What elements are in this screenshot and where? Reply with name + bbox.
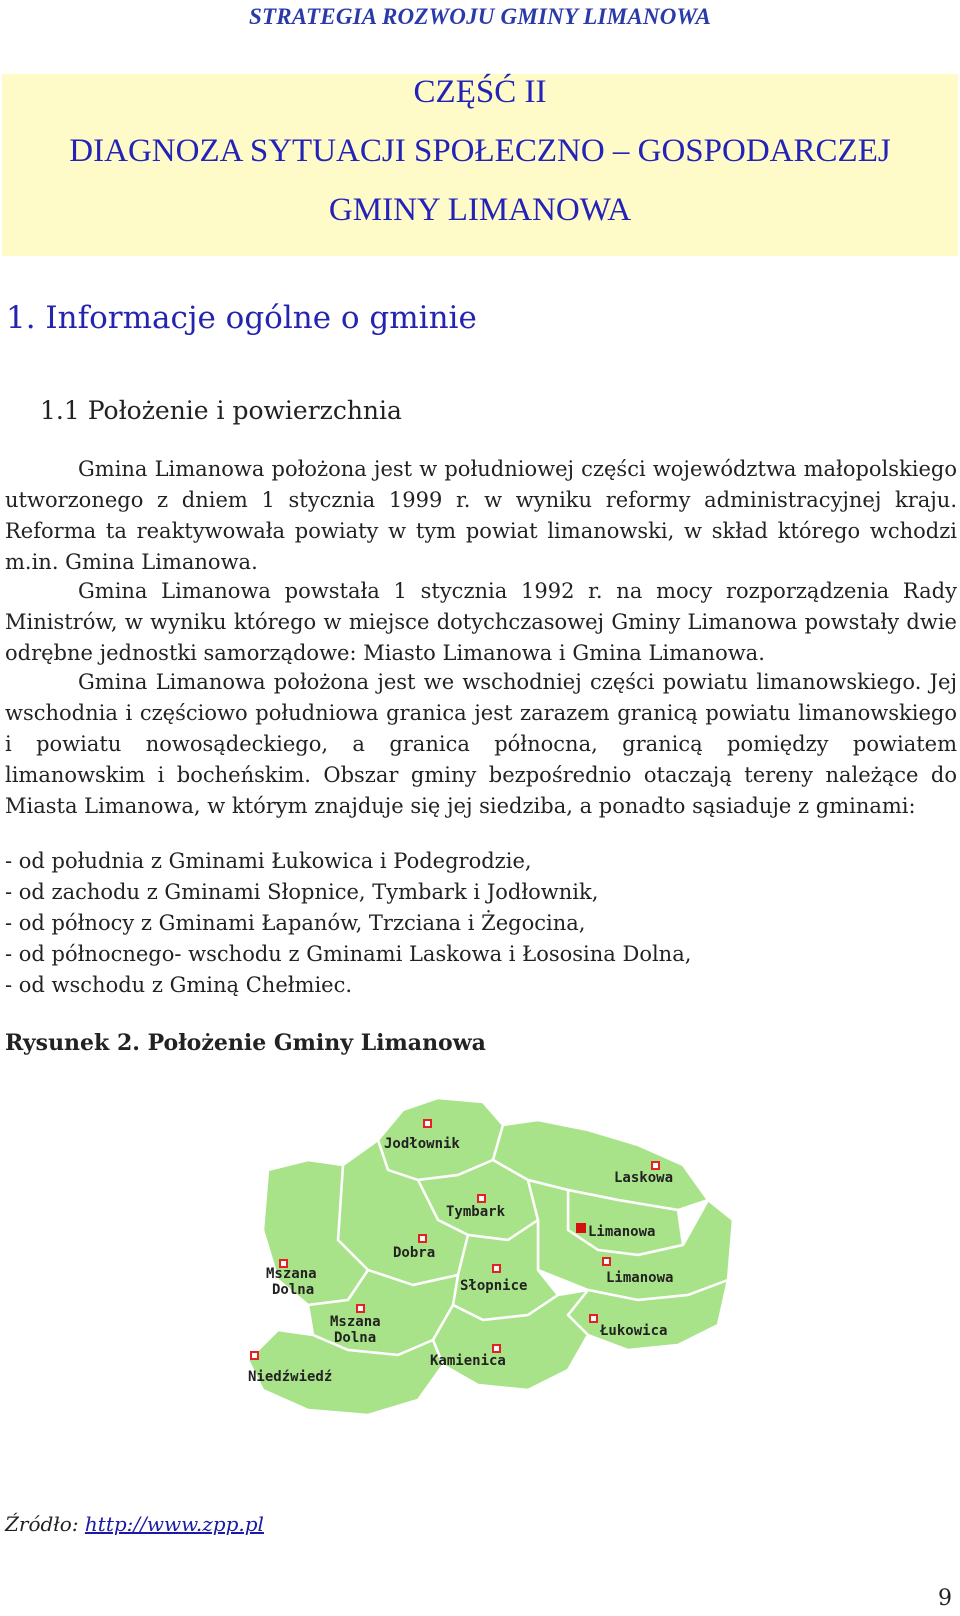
marker-lukowica (590, 1315, 597, 1322)
label-limanowa-gmina: Limanowa (606, 1270, 674, 1286)
running-header: STRATEGIA ROZWOJU GMINY LIMANOWA (248, 4, 711, 29)
paragraph-history: Gmina Limanowa powstała 1 stycznia 1992 r. na mocy rozporządzenia Rady Ministrów, w wyniku którego w miejsce dotychczasowej Gminy Limanowa powstały dwie odrębne jednostki samorządowe: Miasto Limanowa i Gmina Limanowa. (5, 579, 957, 665)
label-laskowa: Laskowa (614, 1170, 674, 1186)
label-limanowa-city: Limanowa (588, 1224, 656, 1240)
list-item: - od północnego- wschodu z Gminami Laskowa i Łososina Dolna, (5, 942, 692, 966)
marker-kamienica (493, 1345, 500, 1352)
marker-limanowa-gmina (603, 1258, 610, 1265)
marker-limanowa-city (577, 1224, 585, 1232)
document-subtitle: GMINY LIMANOWA (328, 192, 632, 228)
section-heading: 1. Informacje ogólne o gminie (6, 300, 477, 336)
label-mszana-dolna-1b: Dolna (272, 1282, 315, 1298)
label-tymbark: Tymbark (446, 1204, 506, 1220)
label-mszana-dolna-2a: Mszana (330, 1314, 381, 1330)
subsection-heading: 1.1 Położenie i powierzchnia (40, 396, 402, 425)
neighbors-list (5, 846, 945, 1001)
paragraph-location: Gmina Limanowa położona jest w południowej części województwa małopolskiego utworzonego z dniem 1 stycznia 1999 r. w wyniku reformy administracyjnej kraju. Reforma ta reaktywowała powiaty w tym powiat limanowski, w skład którego wchodzi m.in. Gmina Limanowa. (5, 457, 957, 574)
list-item: - od zachodu z Gminami Słopnice, Tymbark i Jodłownik, (5, 880, 599, 904)
source-label: Źródło: (5, 1512, 85, 1536)
marker-dobra (419, 1235, 426, 1242)
label-kamienica: Kamienica (430, 1353, 506, 1369)
label-mszana-dolna-2b: Dolna (334, 1330, 377, 1346)
document-title: DIAGNOZA SYTUACJI SPOŁECZNO – GOSPODARCZEJ (69, 133, 891, 169)
figure-source (5, 1512, 264, 1536)
marker-laskowa (652, 1162, 659, 1169)
label-niedzwiedz: Niedźwiedź (248, 1369, 333, 1385)
marker-tymbark (478, 1195, 485, 1202)
source-link[interactable]: http://www.zpp.pl (84, 1512, 264, 1536)
marker-jodlownik (424, 1120, 431, 1127)
marker-niedzwiedz (251, 1352, 258, 1359)
label-lukowica: Łukowica (600, 1323, 668, 1339)
label-slopnice: Słopnice (460, 1278, 528, 1294)
part-title: CZĘŚĆ II (413, 74, 547, 110)
label-jodlownik: Jodłownik (384, 1136, 460, 1152)
figure-caption: Rysunek 2. Położenie Gminy Limanowa (5, 1030, 486, 1056)
paragraph-borders: Gmina Limanowa położona jest we wschodniej części powiatu limanowskiego. Jej wschodnia i częściowo południowa granica jest zarazem granicą powiatu limanowskiego i powiatu nowosądeckiego, a granica północna, granicą pomiędzy powiatem limanowskim i bocheńskim. Obszar gminy bezpośrednio otaczają tereny należące do Miasta Limanowa, w którym znajduje się jej siedziba, a ponadto sąsiaduje z gminami: (5, 670, 957, 818)
label-mszana-dolna-1a: Mszana (266, 1266, 317, 1282)
list-item: - od południa z Gminami Łukowica i Podegrodzie, (5, 849, 532, 873)
marker-slopnice (493, 1265, 500, 1272)
district-map (238, 1080, 738, 1440)
label-dobra: Dobra (393, 1245, 436, 1261)
page-number: 9 (938, 1586, 952, 1611)
title-box (2, 74, 958, 256)
list-item: - od północy z Gminami Łapanów, Trzciana i Żegocina, (5, 911, 586, 935)
marker-mszana-dolna-2 (357, 1305, 364, 1312)
list-item: - od wschodu z Gminą Chełmiec. (5, 973, 353, 997)
